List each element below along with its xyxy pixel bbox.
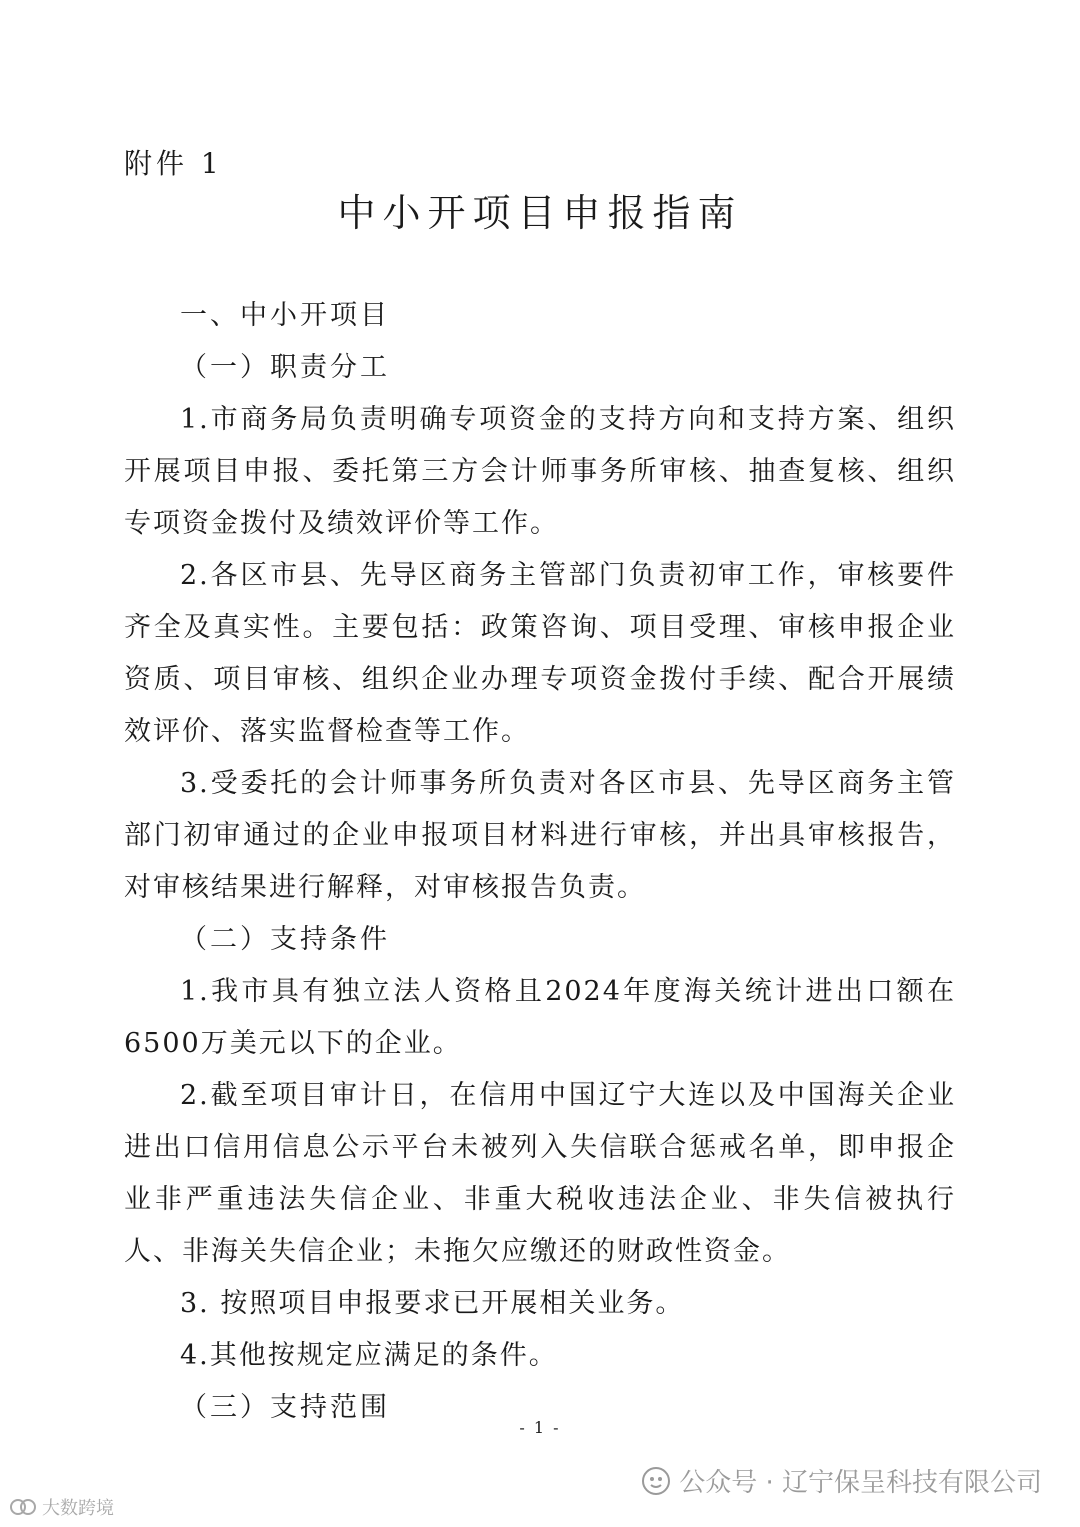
wechat-watermark <box>641 1462 1042 1499</box>
page-number: - 1 - <box>519 1418 561 1437</box>
paragraph-6: 3. 按照项目申报要求已开展相关业务。 <box>180 1288 685 1319</box>
document-title: 中小开项目申报指南 <box>337 191 743 235</box>
subsection-heading-3: （三）支持范围 <box>180 1392 390 1423</box>
subsection-heading-1: （一）职责分工 <box>180 352 390 383</box>
corner-watermark <box>10 1494 114 1520</box>
corner-watermark-text: 大数跨境 <box>42 1498 114 1519</box>
brand-logo-icon <box>10 1498 36 1516</box>
paragraph-2: 2.各区市县、先导区商务主管部门负责初审工作，审核要件齐全及真实性。主要包括：政策咨询、项目受理、审核申报企业资质、项目审核、组织企业办理专项资金拨付手续、配合开展绩效评价、落实监督检查等工作。 <box>124 560 956 747</box>
attachment-label: 附件 1 <box>124 147 223 180</box>
section-heading-1: 一、中小开项目 <box>180 300 390 331</box>
document-body <box>124 290 956 1434</box>
paragraph-4: 1.我市具有独立法人资格且2024年度海关统计进出口额在6500万美元以下的企业。 <box>124 976 956 1059</box>
paragraph-1: 1.市商务局负责明确专项资金的支持方向和支持方案、组织开展项目申报、委托第三方会计师事务所审核、抽查复核、组织专项资金拨付及绩效评价等工作。 <box>124 404 956 539</box>
wechat-icon <box>641 1466 671 1496</box>
paragraph-3: 3.受委托的会计师事务所负责对各区市县、先导区商务主管部门初审通过的企业申报项目材料进行审核，并出具审核报告，对审核结果进行解释，对审核报告负责。 <box>124 768 956 903</box>
watermark-text: 公众号 · 辽宁保呈科技有限公司 <box>679 1468 1042 1498</box>
paragraph-5: 2.截至项目审计日，在信用中国辽宁大连以及中国海关企业进出口信用信息公示平台未被列入失信联合惩戒名单，即申报企业非严重违法失信企业、非重大税收违法企业、非失信被执行人、非海关失信企业；未拖欠应缴还的财政性资金。 <box>124 1080 956 1267</box>
paragraph-7: 4.其他按规定应满足的条件。 <box>180 1340 558 1371</box>
subsection-heading-2: （二）支持条件 <box>180 924 390 955</box>
